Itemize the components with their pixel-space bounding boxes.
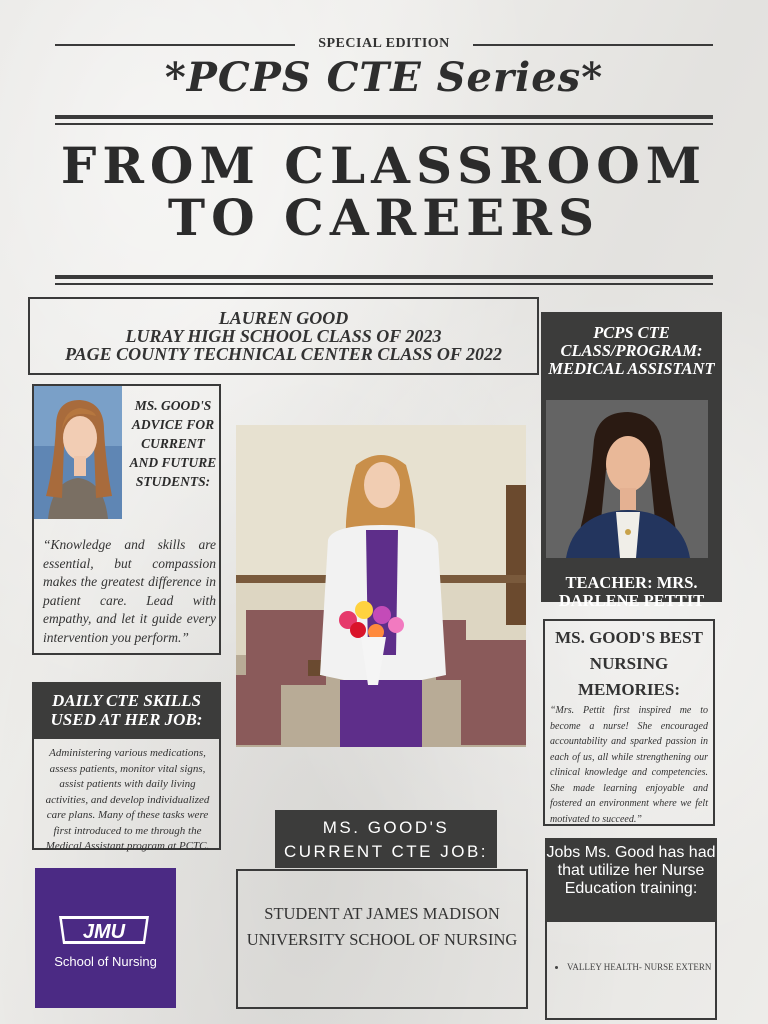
skills-text: Administering various medications, assess patients, monitor vital signs, assist patients with daily living activities, and develop individualized care plans. Many of these tasks were first introduced to me through the Medical Assistant program at PCTC. (45, 747, 210, 852)
jobs-list-item: • VALLEY HEALTH- NURSE EXTERN (567, 961, 723, 974)
current-job-text: STUDENT AT JAMES MADISON UNIVERSITY SCHOOL OF NURSING (246, 904, 518, 949)
teacher-name: TEACHER: MRS. DARLENE PETTIT (558, 573, 705, 610)
jobs-box (545, 921, 717, 1020)
headline-rule-bottom-2 (55, 283, 713, 285)
student-portrait-photo (34, 386, 122, 519)
advice-box (32, 384, 221, 655)
student-name-box (28, 297, 539, 375)
jobs-heading: Jobs Ms. Good has had that utilize her Nurse Education training: (545, 838, 717, 922)
jobs-list (555, 961, 723, 974)
headline-rule-top-2 (55, 123, 713, 125)
headline-rule-top-1 (55, 115, 713, 119)
program-title: PCPS CTE CLASS/PROGRAM: MEDICAL ASSISTANT (548, 323, 715, 378)
current-job-heading: MS. GOOD'S CURRENT CTE JOB: (275, 810, 497, 868)
student-tech-center: PAGE COUNTY TECHNICAL CENTER CLASS OF 2022 (64, 344, 503, 364)
student-main-photo (236, 425, 526, 747)
skills-box (32, 738, 221, 850)
headline-line-2: TO CAREERS (167, 188, 601, 247)
headline-line-1: FROM CLASSROOM (60, 136, 708, 195)
memories-box (543, 619, 715, 826)
series-title: *PCPS CTE Series* (164, 54, 604, 101)
memories-title: MS. GOOD'S BEST NURSING MEMORIES: (555, 628, 703, 699)
masthead-rule-right (473, 44, 713, 46)
headline-rule-bottom-1 (55, 275, 713, 279)
teacher-portrait-photo (546, 400, 708, 558)
skills-heading: DAILY CTE SKILLS USED AT HER JOB: (32, 682, 221, 739)
special-edition-kicker: SPECIAL EDITION (318, 36, 450, 51)
current-job-box (236, 869, 528, 1009)
jmu-nursing-logo (35, 868, 176, 1008)
memories-quote: “Mrs. Pettit first inspired me to become a nurse! She encouraged accountability and sparked passion in each of us, all while strengthening our clinical knowledge and competencies. She made learning enjoyable and fostered an environment where we felt motivated to succeed.” (550, 705, 708, 825)
advice-quote: “Knowledge and skills are essential, but compassion makes the greatest difference in patient care. Lead with empathy, and let it guide every intervention you perform.” (43, 537, 216, 645)
student-school: LURAY HIGH SCHOOL CLASS OF 2023 (125, 326, 442, 346)
jmu-subtitle: School of Nursing (54, 954, 157, 969)
advice-title: MS. GOOD'S ADVICE FOR CURRENT AND FUTURE STUDENTS: (129, 398, 217, 489)
student-name: LAUREN GOOD (218, 308, 349, 328)
jmu-logo-mark (55, 912, 153, 948)
page-headline (40, 136, 728, 247)
jmu-logo-text: JMU (82, 921, 126, 943)
masthead-rule-left (55, 44, 295, 46)
